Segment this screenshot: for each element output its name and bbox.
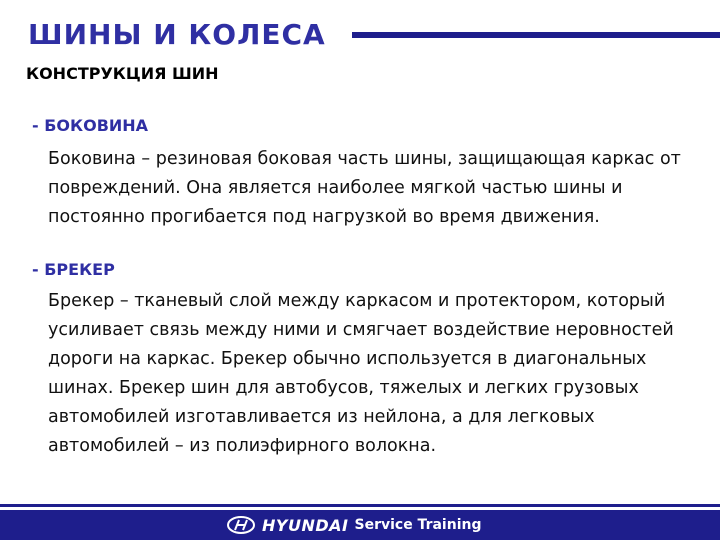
footer-brand-subtitle: Service Training (354, 517, 482, 533)
section-label-sidewall: - БОКОВИНА (32, 116, 149, 135)
footer-brand (226, 514, 481, 536)
hyundai-logo-icon (226, 515, 256, 535)
title-rule (352, 32, 720, 38)
section-text-sidewall: Боковина – резиновая боковая часть шины, защищающая каркас от повреждений. Она является наиболее мягкой частью шины и постоянно прогибается под нагрузкой во время движения. (48, 149, 681, 227)
page-title: ШИНЫ И КОЛЕСА (28, 18, 326, 51)
section-text-breaker: Брекер – тканевый слой между каркасом и протектором, который усиливает связь между ними и смягчает воздействие неровностей дороги на каркас. Брекер обычно используется в диагональных шинах. Брекер шин для автобусов, тяжелых и легких грузовых автомобилей изготавливается из нейлона, а для легковых автомобилей – из полиэфирного волокна. (48, 291, 674, 456)
page-subtitle: КОНСТРУКЦИЯ ШИН (26, 64, 219, 83)
footer-stripe (0, 504, 720, 507)
section-label-breaker: - БРЕКЕР (32, 260, 115, 279)
footer-brand-name: HYUNDAI (262, 515, 349, 535)
